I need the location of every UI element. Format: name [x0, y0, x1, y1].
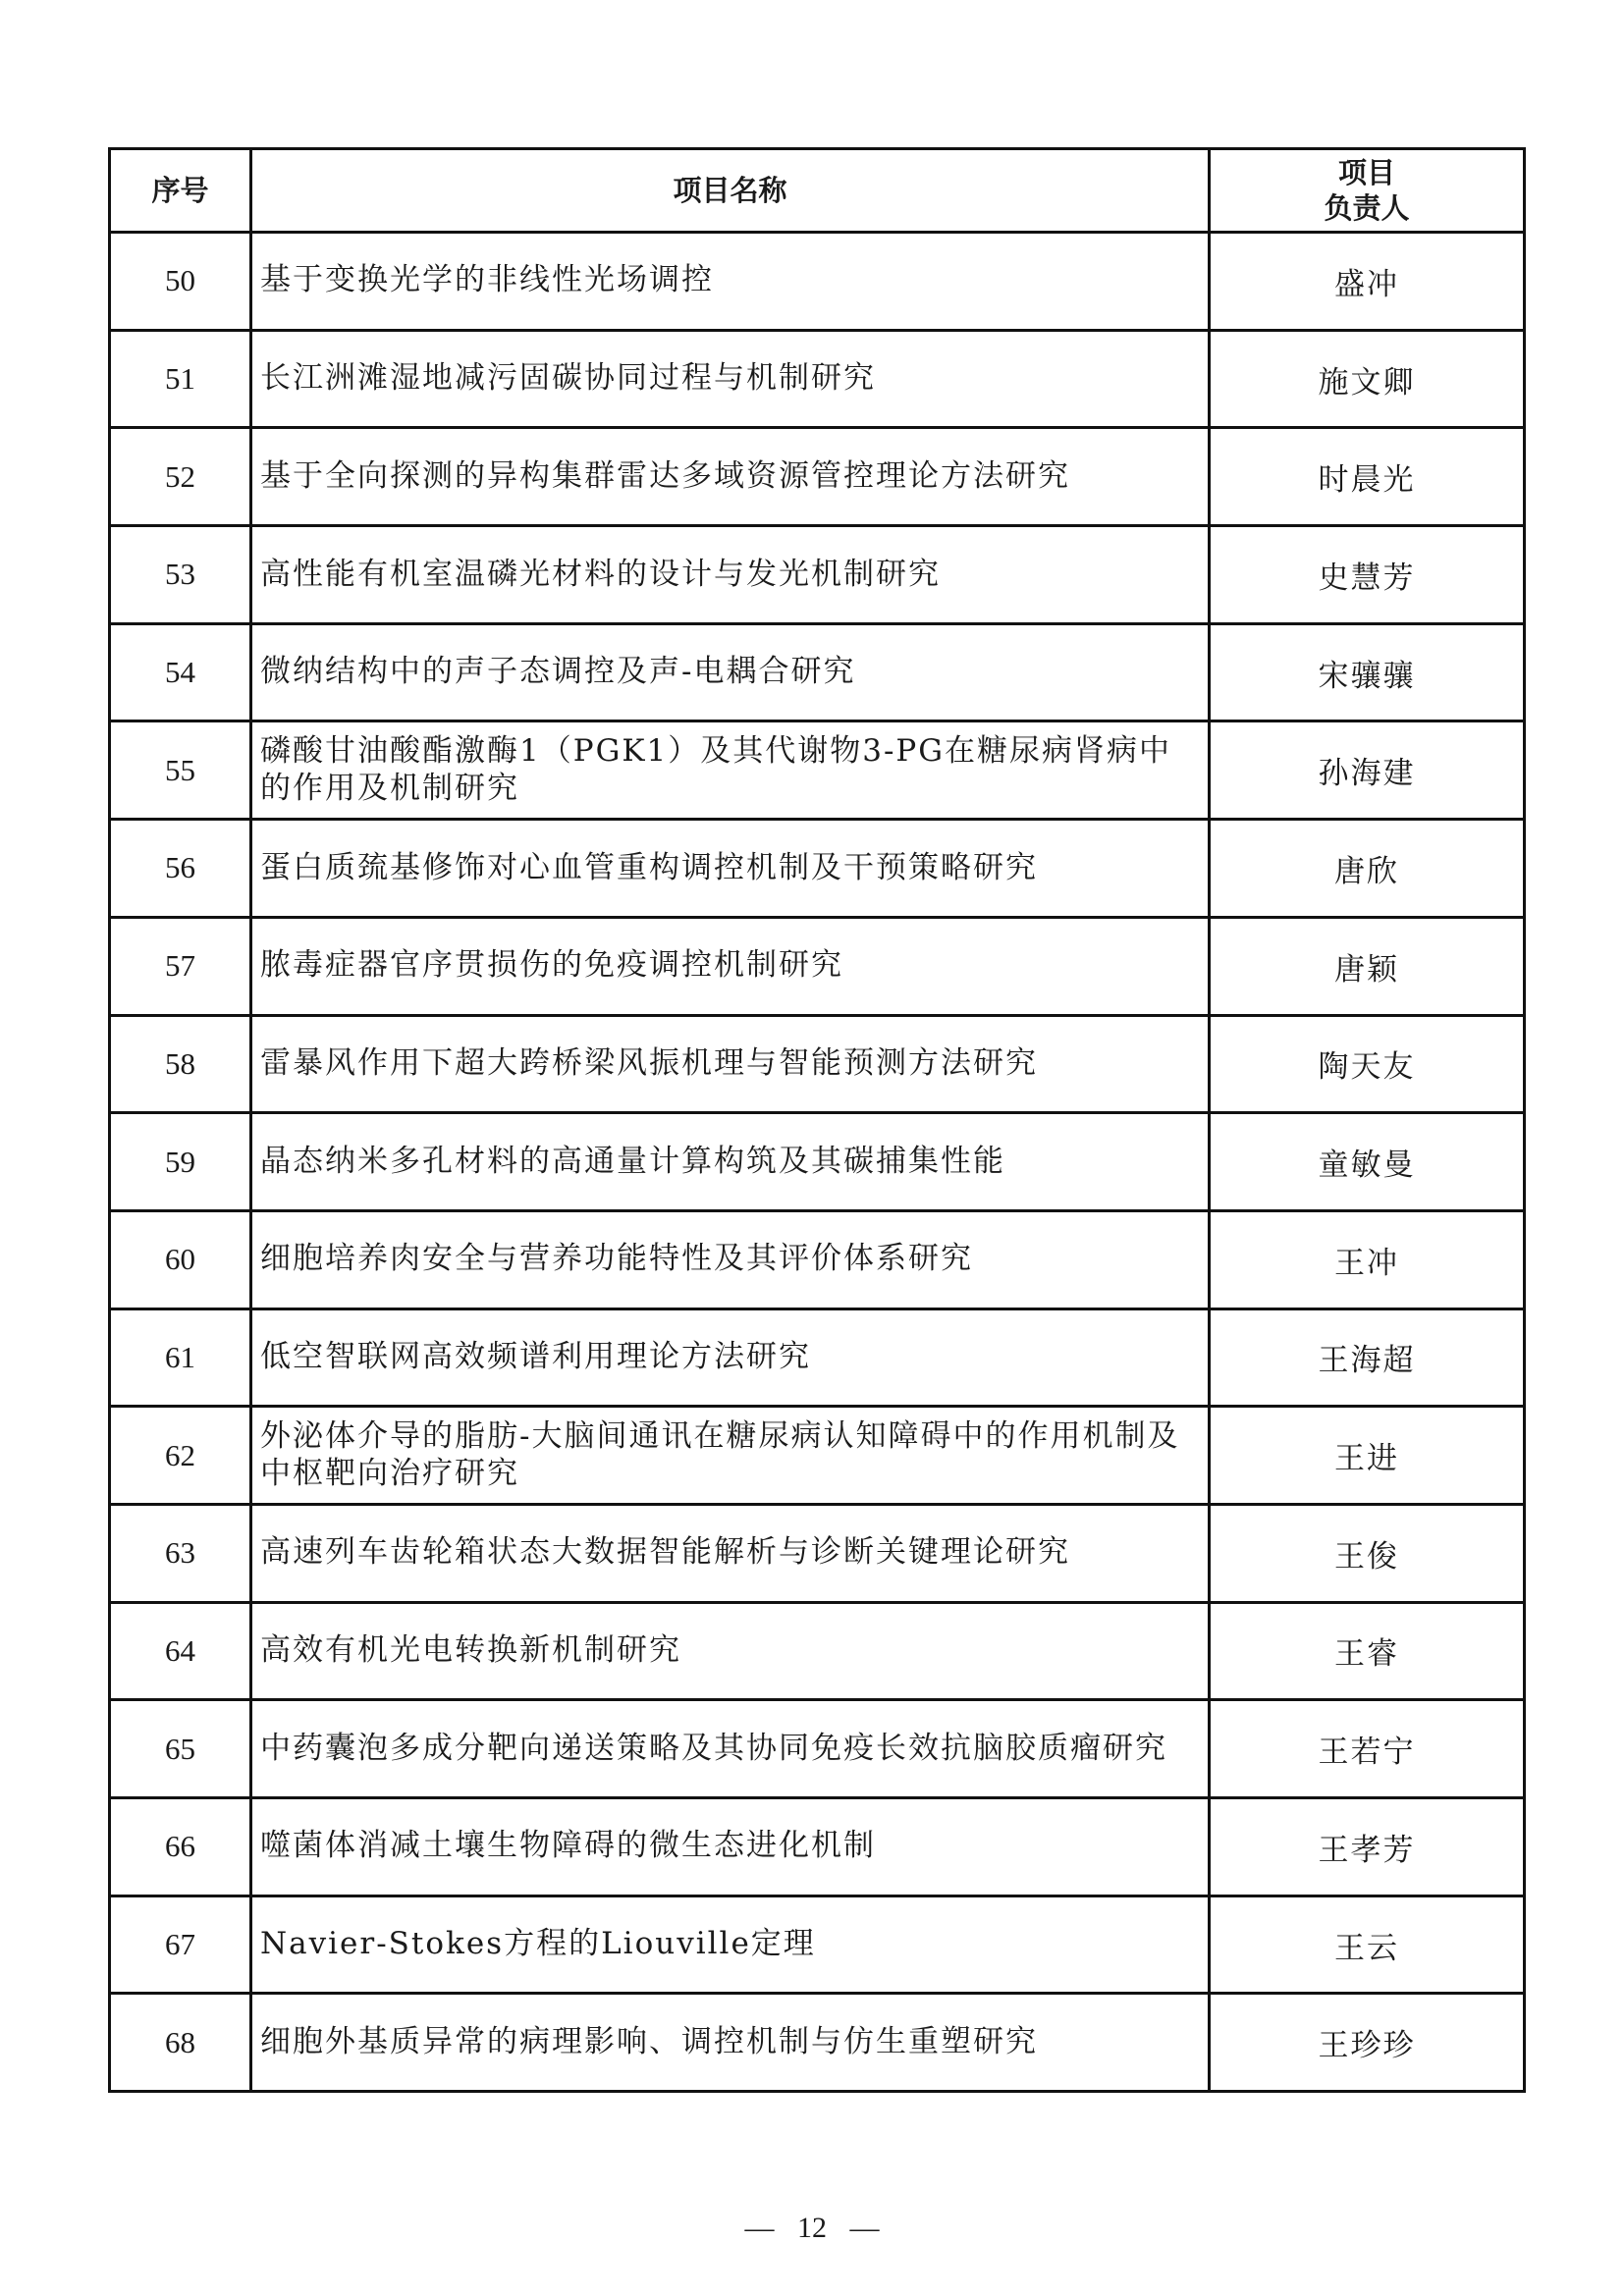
row-project-name: 晶态纳米多孔材料的高通量计算构筑及其碳捕集性能	[251, 1113, 1210, 1211]
table-row	[110, 1210, 1525, 1308]
row-project-name: 微纳结构中的声子态调控及声-电耦合研究	[251, 623, 1210, 721]
row-serial-number: 59	[110, 1113, 251, 1211]
row-project-leader: 史慧芳	[1210, 526, 1525, 624]
table-row	[110, 623, 1525, 721]
row-project-name: 细胞培养肉安全与营养功能特性及其评价体系研究	[251, 1210, 1210, 1308]
header-serial-number: 序号	[110, 149, 251, 233]
row-project-leader: 王睿	[1210, 1602, 1525, 1700]
table-row	[110, 428, 1525, 526]
table-row	[110, 1407, 1525, 1505]
row-serial-number: 51	[110, 330, 251, 428]
row-project-name: 长江洲滩湿地减污固碳协同过程与机制研究	[251, 330, 1210, 428]
row-project-name: 高性能有机室温磷光材料的设计与发光机制研究	[251, 526, 1210, 624]
row-project-name: 蛋白质巯基修饰对心血管重构调控机制及干预策略研究	[251, 820, 1210, 918]
row-project-name: 外泌体介导的脂肪-大脑间通讯在糖尿病认知障碍中的作用机制及中枢靶向治疗研究	[251, 1407, 1210, 1505]
table-row	[110, 1896, 1525, 1994]
header-row	[110, 149, 1525, 233]
table-row	[110, 1113, 1525, 1211]
row-project-name: 雷暴风作用下超大跨桥梁风振机理与智能预测方法研究	[251, 1015, 1210, 1113]
page-footer	[0, 2212, 1624, 2245]
footer-dash-right: —	[849, 2212, 880, 2244]
row-serial-number: 55	[110, 721, 251, 820]
header-project-leader	[1210, 149, 1525, 233]
row-serial-number: 60	[110, 1210, 251, 1308]
row-serial-number: 54	[110, 623, 251, 721]
row-project-name: 基于变换光学的非线性光场调控	[251, 233, 1210, 331]
row-serial-number: 62	[110, 1407, 251, 1505]
project-table	[108, 147, 1526, 2093]
table-row	[110, 1504, 1525, 1602]
table-row	[110, 1308, 1525, 1407]
row-serial-number: 53	[110, 526, 251, 624]
header-leader-line-2: 负责人	[1324, 191, 1410, 225]
row-project-leader: 王若宁	[1210, 1700, 1525, 1798]
row-serial-number: 66	[110, 1798, 251, 1896]
row-project-name: 中药囊泡多成分靶向递送策略及其协同免疫长效抗脑胶质瘤研究	[251, 1700, 1210, 1798]
header-project-name: 项目名称	[251, 149, 1210, 233]
row-project-leader: 王云	[1210, 1896, 1525, 1994]
row-project-name: 脓毒症器官序贯损伤的免疫调控机制研究	[251, 917, 1210, 1015]
header-leader-line-1: 项目	[1337, 155, 1395, 189]
row-project-leader: 王孝芳	[1210, 1798, 1525, 1896]
row-project-leader: 王珍珍	[1210, 1994, 1525, 2092]
table-row	[110, 526, 1525, 624]
row-project-leader: 孙海建	[1210, 721, 1525, 820]
row-project-name: 低空智联网高效频谱利用理论方法研究	[251, 1308, 1210, 1407]
row-project-leader: 唐欣	[1210, 820, 1525, 918]
row-project-leader: 施文卿	[1210, 330, 1525, 428]
row-project-leader: 王海超	[1210, 1308, 1525, 1407]
row-project-leader: 唐颖	[1210, 917, 1525, 1015]
row-serial-number: 56	[110, 820, 251, 918]
table-row	[110, 233, 1525, 331]
table-row	[110, 1700, 1525, 1798]
row-serial-number: 63	[110, 1504, 251, 1602]
row-project-leader: 陶天友	[1210, 1015, 1525, 1113]
row-project-leader: 时晨光	[1210, 428, 1525, 526]
row-serial-number: 58	[110, 1015, 251, 1113]
row-serial-number: 61	[110, 1308, 251, 1407]
row-project-name: 磷酸甘油酸酯激酶1（PGK1）及其代谢物3-PG在糖尿病肾病中的作用及机制研究	[251, 721, 1210, 820]
row-project-name: 基于全向探测的异构集群雷达多域资源管控理论方法研究	[251, 428, 1210, 526]
row-project-leader: 童敏曼	[1210, 1113, 1525, 1211]
row-project-name: 噬菌体消减土壤生物障碍的微生态进化机制	[251, 1798, 1210, 1896]
table-row	[110, 820, 1525, 918]
table-row	[110, 1798, 1525, 1896]
row-project-leader: 王俊	[1210, 1504, 1525, 1602]
table-row	[110, 1015, 1525, 1113]
row-serial-number: 52	[110, 428, 251, 526]
row-serial-number: 65	[110, 1700, 251, 1798]
row-serial-number: 57	[110, 917, 251, 1015]
row-project-leader: 王冲	[1210, 1210, 1525, 1308]
row-serial-number: 50	[110, 233, 251, 331]
row-serial-number: 64	[110, 1602, 251, 1700]
row-project-name: 高效有机光电转换新机制研究	[251, 1602, 1210, 1700]
row-project-name: Navier-Stokes方程的Liouville定理	[251, 1896, 1210, 1994]
table-row	[110, 330, 1525, 428]
table-row	[110, 917, 1525, 1015]
row-project-leader: 盛冲	[1210, 233, 1525, 331]
page-number: 12	[797, 2212, 827, 2244]
row-project-name: 高速列车齿轮箱状态大数据智能解析与诊断关键理论研究	[251, 1504, 1210, 1602]
table-body	[110, 233, 1525, 2092]
row-project-name: 细胞外基质异常的病理影响、调控机制与仿生重塑研究	[251, 1994, 1210, 2092]
row-serial-number: 67	[110, 1896, 251, 1994]
footer-dash-left: —	[744, 2212, 775, 2244]
table-header	[110, 149, 1525, 233]
row-serial-number: 68	[110, 1994, 251, 2092]
table-row	[110, 721, 1525, 820]
row-project-leader: 王进	[1210, 1407, 1525, 1505]
row-project-leader: 宋骧骧	[1210, 623, 1525, 721]
table-row	[110, 1994, 1525, 2092]
table-row	[110, 1602, 1525, 1700]
